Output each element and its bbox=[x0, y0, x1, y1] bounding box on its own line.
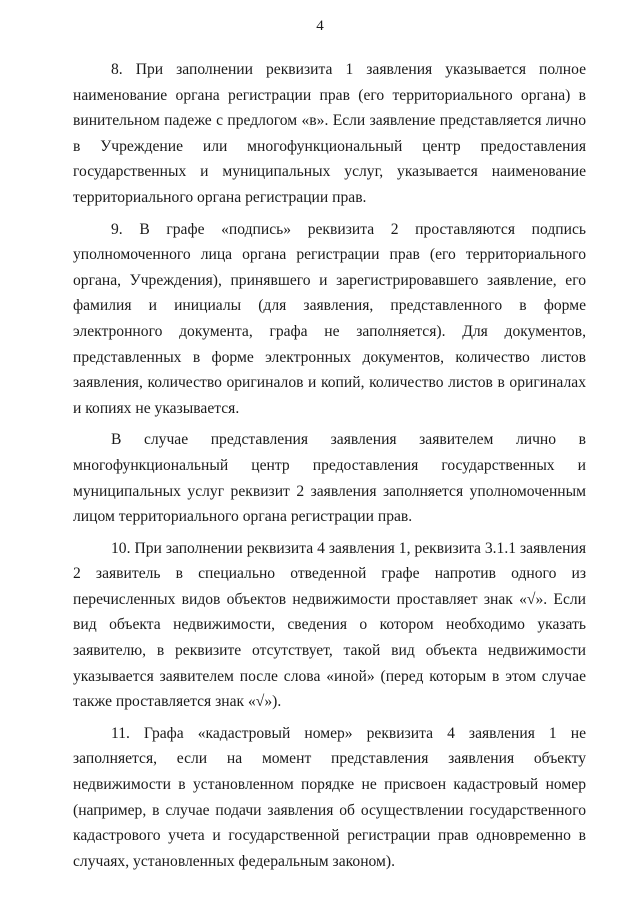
paragraph-9: 9. В графе «подпись» реквизита 2 проставляются подпись уполномоченного лица органа регистрации прав (его территориального органа, Учреждения), принявшего и зарегистрировавшего заявление, его фамилия и инициалы (для заявления, представленного в форме электронного документа, графа не заполняется). Для документов, представленных в форме электронных документов, количество листов заявления, количество оригиналов и копий, количество листов в оригиналах и копиях не указывается. bbox=[73, 220, 586, 417]
paragraph-9-continued: В случае представления заявления заявителем лично в многофункциональный центр предоставления государственных и муниципальных услуг реквизит 2 заявления заполняется уполномоченным лицом территориального органа регистрации прав. bbox=[73, 431, 586, 526]
paragraph-11: 11. Графа «кадастровый номер» реквизита 4 заявления 1 не заполняется, если на момент представления заявления объекту недвижимости в установленном порядке не присвоен кадастровый номер (например, в случае подачи заявления об осуществлении государственного кадастрового учета и государственной регистрации прав одновременно в случаях, установленных федеральным законом). bbox=[73, 724, 586, 870]
body-text bbox=[73, 57, 586, 880]
paragraph-10: 10. При заполнении реквизита 4 заявления 1, реквизита 3.1.1 заявления 2 заявитель в специально отведенной графе напротив одного из перечисленных видов объектов недвижимости проставляет знак «√». Если вид объекта недвижимости, сведения о котором необходимо указать заявителю, в реквизите отсутствует, такой вид объекта недвижимости указывается заявителем после слова «иной» (перед которым в этом случае также проставляется знак «√»). bbox=[73, 539, 586, 711]
paragraph-8: 8. При заполнении реквизита 1 заявления указывается полное наименование органа регистрации прав (его территориального органа) в винительном падеже с предлогом «в». Если заявление представляется лично в Учреждение или многофункциональный центр предоставления государственных и муниципальных услуг, указывается наименование территориального органа регистрации прав. bbox=[73, 61, 586, 206]
page-number: 4 bbox=[316, 18, 324, 34]
